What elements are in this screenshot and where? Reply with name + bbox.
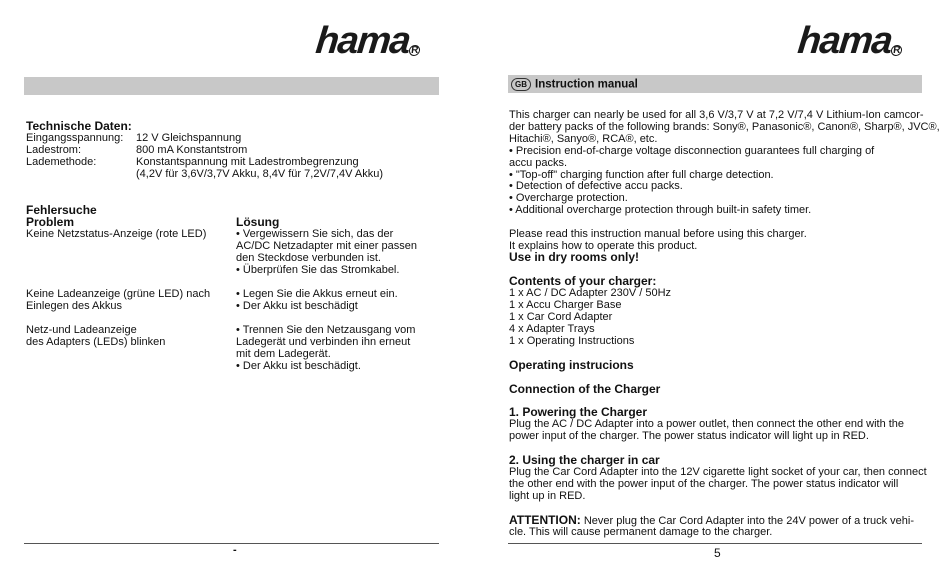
footer-rule	[24, 543, 439, 544]
spec-value: 12 V Gleichspannung	[136, 132, 242, 144]
trouble-title: Fehlersuche	[26, 203, 97, 217]
attention-text: cle. This will cause permanent damage to the charger.	[509, 526, 773, 538]
problem-header: Problem	[26, 215, 75, 229]
attention-label: ATTENTION:	[509, 513, 581, 527]
hama-logo: hamaR	[313, 20, 419, 62]
header-bar	[24, 77, 439, 95]
step2-title: 2. Using the charger in car	[509, 453, 660, 467]
step1-text: power input of the charger. The power status indicator will light up in RED.	[509, 429, 869, 442]
solution-text: Ladegerät und verbinden ihn erneut	[236, 336, 411, 348]
solution-text: den Steckdose verbunden ist.	[236, 252, 381, 264]
intro-line: • Additional overcharge protection through built-in safety timer.	[509, 204, 812, 217]
contents-item: 1 x Operating Instructions	[509, 334, 635, 347]
solution-text: • Legen Sie die Akkus erneut ein.	[236, 288, 398, 300]
step2-text: the other end with the power input of the charger. The power status indicator will	[509, 477, 899, 490]
intro-line: This charger can nearly be used for all 3,6 V/3,7 V at 7,2 V/7,4 V Lithium-Ion camcor-	[509, 109, 924, 121]
manual-header-text: Instruction manual	[535, 78, 638, 91]
operating-heading: Operating instrucions	[509, 358, 634, 372]
read-note: It explains how to operate this product.	[509, 240, 698, 252]
spec-label: Lademethode:	[26, 156, 97, 168]
step1-text: Plug the AC / DC Adapter into a power outlet, then connect the other end with the	[509, 418, 905, 430]
step2-text: light up in RED.	[509, 489, 586, 502]
contents-item: 1 x AC / DC Adapter 230V / 50Hz	[509, 287, 672, 299]
page-number: 5	[714, 546, 721, 560]
intro-line: Hitachi®, Sanyo®, RCA®, etc.	[509, 132, 658, 145]
tech-title: Technische Daten:	[26, 119, 132, 133]
solution-text: • Der Akku ist beschädigt.	[236, 360, 361, 372]
contents-item: 4 x Adapter Trays	[509, 322, 595, 335]
intro-line: • Precision end-of-charge voltage disconnection guarantees full charging of	[509, 144, 875, 157]
solution-text: • Vergewissern Sie sich, das der	[236, 228, 394, 240]
step1-title: 1. Powering the Charger	[509, 405, 648, 419]
solution-text: AC/DC Netzadapter mit einer passen	[236, 240, 417, 252]
problem-text: Netz-und Ladeanzeige	[26, 324, 137, 336]
problem-text: Einlegen des Akkus	[26, 300, 123, 312]
spec-value: (4,2V für 3,6V/3,7V Akku, 8,4V für 7,2V/7,4V Akku)	[136, 168, 384, 180]
solution-text: mit dem Ladegerät.	[236, 348, 331, 360]
solution-text: • Trennen Sie den Netzausgang vom	[236, 324, 416, 336]
contents-title: Contents of your charger:	[509, 274, 657, 288]
solution-header: Lösung	[236, 215, 280, 229]
contents-item: 1 x Accu Charger Base	[509, 298, 622, 311]
step2-text: Plug the Car Cord Adapter into the 12V cigarette light socket of your car, then connect	[509, 466, 927, 478]
spec-label: Eingangsspannung:	[26, 132, 124, 144]
spec-value: 800 mA Konstantstrom	[136, 144, 248, 156]
problem-text: Keine Netzstatus-Anzeige (rote LED)	[26, 228, 207, 240]
footer-rule-right	[508, 543, 922, 544]
problem-text: des Adapters (LEDs) blinken	[26, 336, 166, 348]
read-note: Please read this instruction manual before using this charger.	[509, 228, 807, 240]
attention-text: Never plug the Car Cord Adapter into the 24V power of a truck vehi-	[580, 515, 914, 527]
connection-heading: Connection of the Charger	[509, 382, 661, 396]
page-mark: -	[233, 544, 237, 556]
solution-text: • Der Akku ist beschädigt	[236, 300, 358, 312]
intro-line: der battery packs of the following brands: Sony®, Panasonic®, Canon®, Sharp®, JVC®,	[509, 120, 940, 133]
hama-logo-right: hamaR	[795, 20, 901, 62]
problem-text: Keine Ladeanzeige (grüne LED) nach	[26, 288, 211, 300]
spec-label: Ladestrom:	[26, 144, 82, 156]
manual-header	[511, 78, 638, 91]
spec-value: Konstantspannung mit Ladestrombegrenzung	[136, 156, 359, 168]
gb-badge: GB	[511, 78, 531, 91]
intro-line: accu packs.	[509, 156, 568, 169]
contents-item: 1 x Car Cord Adapter	[509, 310, 613, 323]
dry-rooms-note: Use in dry rooms only!	[509, 250, 640, 264]
solution-text: • Überprüfen Sie das Stromkabel.	[236, 264, 400, 276]
intro-line: • "Top-off" charging function after full charge detection.	[509, 168, 774, 181]
intro-line: • Overcharge protection.	[509, 192, 628, 205]
intro-line: • Detection of defective accu packs.	[509, 180, 683, 193]
